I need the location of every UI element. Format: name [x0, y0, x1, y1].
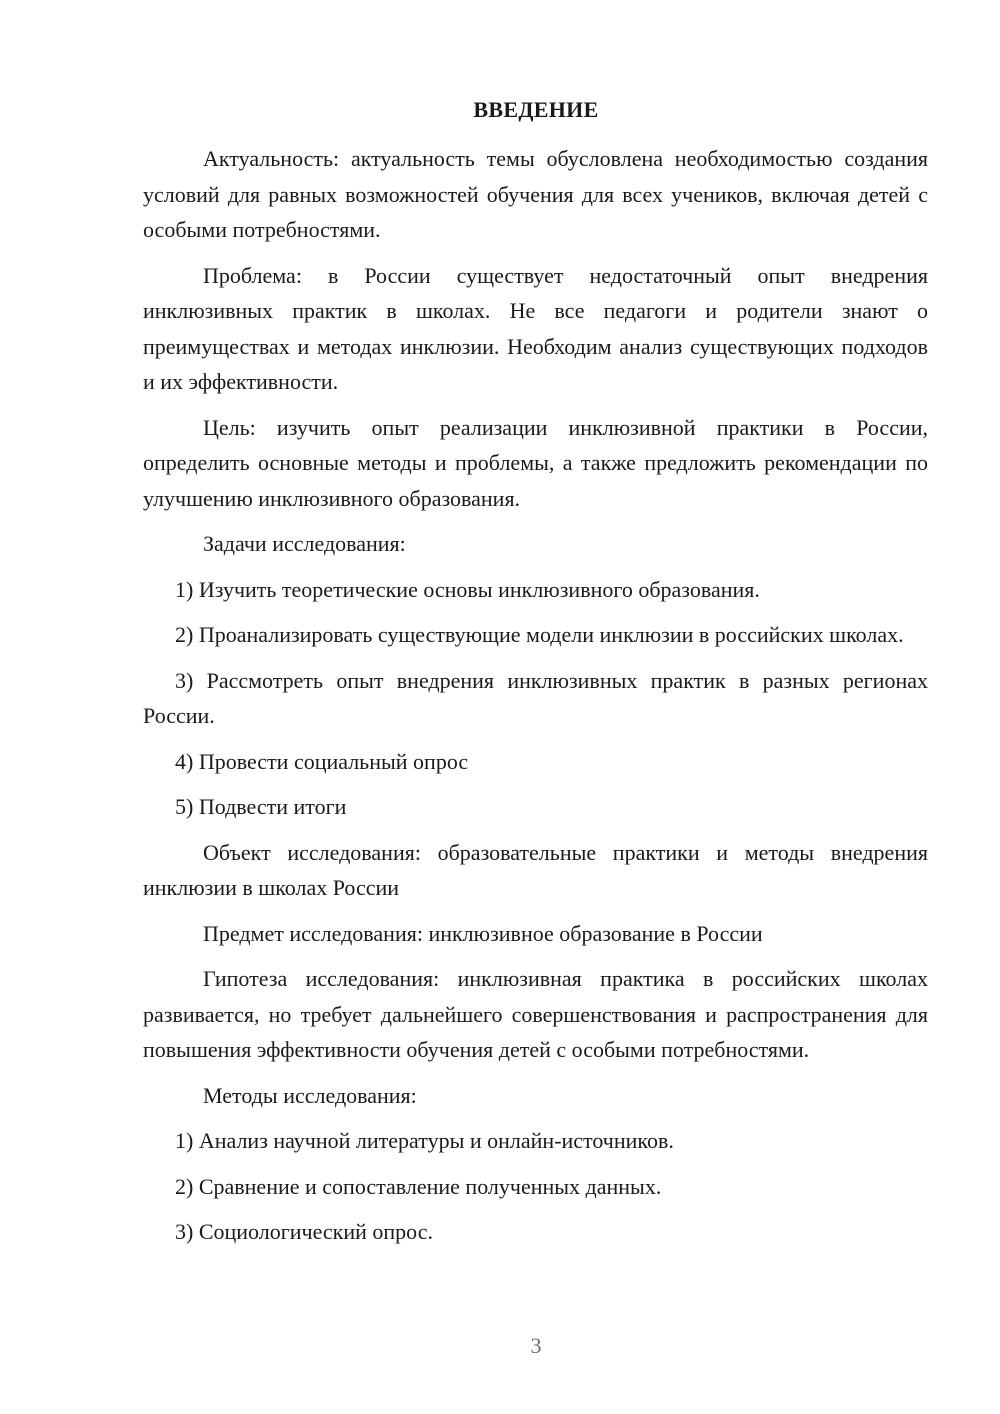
paragraph-methods-heading: Методы исследования: — [203, 1082, 417, 1108]
paragraph-goal: Цель: изучить опыт реализации инклюзивной практики в России, определить основные методы и проблемы, а также предложить рекомендации по улучшению инклюзивного образования. — [143, 414, 928, 511]
paragraph-subject: Предмет исследования: инклюзивное образование в России — [203, 920, 763, 946]
document-body — [143, 141, 928, 1260]
task-list-item: 5) Подвести итоги — [175, 794, 347, 819]
paragraph-relevance: Актуальность: актуальность темы обусловлена необходимостью создания условий для равных возможностей обучения для всех учеников, включая детей с особыми потребностями. — [143, 146, 928, 242]
paragraph-object: Объект исследования: образовательные практики и методы внедрения инклюзии в школах России — [143, 839, 928, 900]
task-list-item: 1) Изучить теоретические основы инклюзивного образования. — [175, 576, 760, 602]
task-list-item: 2) Проанализировать существующие модели инклюзии в российских школах. — [175, 622, 904, 647]
paragraph-hypothesis: Гипотеза исследования: инклюзивная практика в российских школах развивается, но требует дальнейшего совершенствования и распространения для повышения эффективности обучения детей с особыми потребностями. — [143, 966, 928, 1062]
paragraph-tasks-heading: Задачи исследования: — [203, 531, 406, 556]
paragraph-problem: Проблема: в России существует недостаточный опыт внедрения инклюзивных практик в школах. Не все педагоги и родители знают о преимуществах и методах инклюзии. Необходим анализ существующих подходов и их эффективности. — [143, 262, 928, 394]
method-list-item: 1) Анализ научной литературы и онлайн-источников. — [175, 1128, 674, 1153]
section-title: ВВЕДЕНИЕ — [473, 97, 599, 122]
page-number: 3 — [530, 1333, 542, 1358]
task-list-item: 3) Рассмотреть опыт внедрения инклюзивных практик в разных регионах России. — [143, 667, 928, 728]
task-list-item: 4) Провести социальный опрос — [175, 748, 469, 774]
method-list-item: 3) Социологический опрос. — [175, 1219, 433, 1244]
method-list-item: 2) Сравнение и сопоставление полученных данных. — [175, 1173, 662, 1199]
